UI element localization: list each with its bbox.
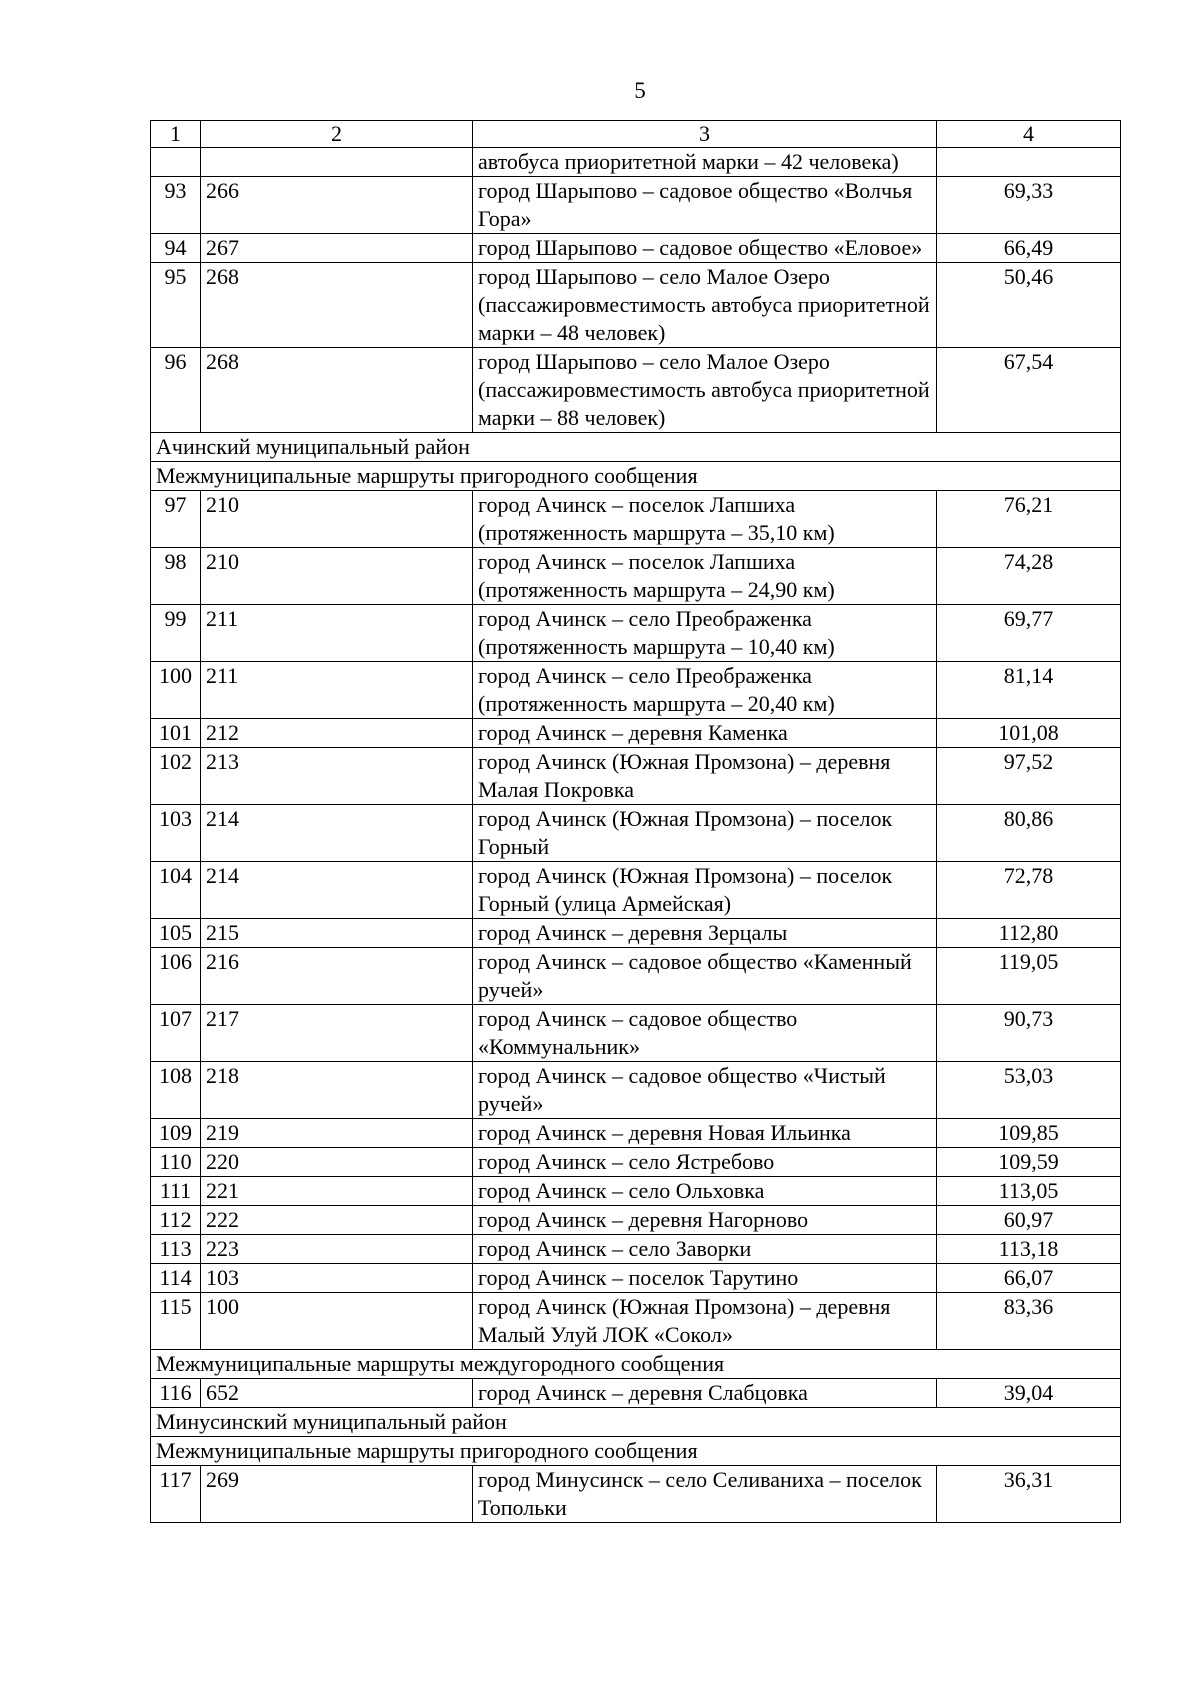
route-number: 220 (201, 1148, 473, 1177)
table-row (151, 1148, 1121, 1177)
route-number: 214 (201, 862, 473, 919)
route-name: город Ачинск – деревня Нагорново (473, 1206, 937, 1235)
table-row (151, 662, 1121, 719)
route-name: город Ачинск – деревня Зерцалы (473, 919, 937, 948)
route-number: 100 (201, 1293, 473, 1350)
tariff-value: 72,78 (937, 862, 1121, 919)
route-number: 219 (201, 1119, 473, 1148)
route-number: 211 (201, 605, 473, 662)
row-number: 98 (151, 548, 201, 605)
table-header (151, 121, 1121, 148)
route-number: 268 (201, 348, 473, 433)
tariff-value: 69,77 (937, 605, 1121, 662)
tariff-value: 113,18 (937, 1235, 1121, 1264)
table-row (151, 1062, 1121, 1119)
section-row (151, 1350, 1121, 1379)
table-row (151, 548, 1121, 605)
tariff-value: 39,04 (937, 1379, 1121, 1408)
route-number: 267 (201, 234, 473, 263)
route-name: город Ачинск (Южная Промзона) – поселок Горный (улица Армейская) (473, 862, 937, 919)
page-number: 5 (634, 78, 646, 103)
route-number: 212 (201, 719, 473, 748)
section-row (151, 462, 1121, 491)
tariff-value: 60,97 (937, 1206, 1121, 1235)
section-row (151, 1437, 1121, 1466)
table-row (151, 1293, 1121, 1350)
route-number: 218 (201, 1062, 473, 1119)
route-number: 215 (201, 919, 473, 948)
route-number: 266 (201, 177, 473, 234)
row-number: 109 (151, 1119, 201, 1148)
table-row (151, 1466, 1121, 1523)
table-row (151, 348, 1121, 433)
route-name: город Ачинск – садовое общество «Коммунальник» (473, 1005, 937, 1062)
route-name: город Ачинск – село Ястребово (473, 1148, 937, 1177)
route-name: город Шарыпово – садовое общество «Волчья Гора» (473, 177, 937, 234)
row-number: 102 (151, 748, 201, 805)
tariff-value: 66,07 (937, 1264, 1121, 1293)
table-row (151, 948, 1121, 1005)
row-number: 117 (151, 1466, 201, 1523)
row-number: 97 (151, 491, 201, 548)
row-number: 94 (151, 234, 201, 263)
row-number (151, 148, 201, 177)
header-col-3: 3 (473, 121, 937, 148)
table-row (151, 1379, 1121, 1408)
section-row (151, 433, 1121, 462)
route-number: 213 (201, 748, 473, 805)
row-number: 104 (151, 862, 201, 919)
route-number: 103 (201, 1264, 473, 1293)
route-name: город Ачинск – поселок Лапшиха (протяженность маршрута – 24,90 км) (473, 548, 937, 605)
tariff-value: 97,52 (937, 748, 1121, 805)
route-number: 221 (201, 1177, 473, 1206)
row-number: 108 (151, 1062, 201, 1119)
tariff-value: 109,85 (937, 1119, 1121, 1148)
header-col-4: 4 (937, 121, 1121, 148)
route-number: 223 (201, 1235, 473, 1264)
table-row (151, 719, 1121, 748)
route-name: автобуса приоритетной марки – 42 человека) (473, 148, 937, 177)
table-row (151, 1206, 1121, 1235)
row-number: 105 (151, 919, 201, 948)
route-name: город Ачинск – деревня Слабцовка (473, 1379, 937, 1408)
route-number: 214 (201, 805, 473, 862)
header-col-2: 2 (201, 121, 473, 148)
route-name: город Ачинск – садовое общество «Каменный ручей» (473, 948, 937, 1005)
route-number: 210 (201, 491, 473, 548)
route-name: город Шарыпово – село Малое Озеро (пассажировместимость автобуса приоритетной марки – 48 человек) (473, 263, 937, 348)
route-number: 216 (201, 948, 473, 1005)
section-title: Межмуниципальные маршруты пригородного сообщения (151, 1437, 1121, 1466)
table-row (151, 805, 1121, 862)
route-name: город Ачинск (Южная Промзона) – поселок Горный (473, 805, 937, 862)
row-number: 112 (151, 1206, 201, 1235)
table-row (151, 748, 1121, 805)
tariff-value: 67,54 (937, 348, 1121, 433)
route-name: город Ачинск – село Преображенка (протяженность маршрута – 20,40 км) (473, 662, 937, 719)
section-row (151, 1408, 1121, 1437)
header-row (151, 121, 1121, 148)
route-name: город Ачинск – садовое общество «Чистый ручей» (473, 1062, 937, 1119)
route-name: город Ачинск – поселок Тарутино (473, 1264, 937, 1293)
row-number: 95 (151, 263, 201, 348)
tariff-value: 81,14 (937, 662, 1121, 719)
route-number (201, 148, 473, 177)
table-row (151, 234, 1121, 263)
table-row (151, 1235, 1121, 1264)
route-number: 210 (201, 548, 473, 605)
tariff-value: 80,86 (937, 805, 1121, 862)
route-name: город Ачинск – поселок Лапшиха (протяженность маршрута – 35,10 км) (473, 491, 937, 548)
route-number: 211 (201, 662, 473, 719)
route-name: город Ачинск – деревня Новая Ильинка (473, 1119, 937, 1148)
row-number: 113 (151, 1235, 201, 1264)
route-name: город Ачинск – село Преображенка (протяженность маршрута – 10,40 км) (473, 605, 937, 662)
row-number: 96 (151, 348, 201, 433)
section-title: Минусинский муниципальный район (151, 1408, 1121, 1437)
table-row (151, 1177, 1121, 1206)
table-body (151, 148, 1121, 1523)
route-name: город Ачинск – село Ольховка (473, 1177, 937, 1206)
row-number: 115 (151, 1293, 201, 1350)
table-row (151, 148, 1121, 177)
route-name: город Ачинск – село Заворки (473, 1235, 937, 1264)
route-number: 217 (201, 1005, 473, 1062)
tariff-value: 90,73 (937, 1005, 1121, 1062)
row-number: 93 (151, 177, 201, 234)
row-number: 111 (151, 1177, 201, 1206)
row-number: 103 (151, 805, 201, 862)
row-number: 99 (151, 605, 201, 662)
row-number: 114 (151, 1264, 201, 1293)
table-row (151, 605, 1121, 662)
route-name: город Ачинск – деревня Каменка (473, 719, 937, 748)
header-col-1: 1 (151, 121, 201, 148)
route-number: 268 (201, 263, 473, 348)
section-title: Межмуниципальные маршруты пригородного сообщения (151, 462, 1121, 491)
table-row (151, 491, 1121, 548)
row-number: 106 (151, 948, 201, 1005)
tariff-value: 36,31 (937, 1466, 1121, 1523)
tariff-value: 66,49 (937, 234, 1121, 263)
tariff-value: 83,36 (937, 1293, 1121, 1350)
table-row (151, 177, 1121, 234)
table-row (151, 1119, 1121, 1148)
tariff-value (937, 148, 1121, 177)
tariff-value: 112,80 (937, 919, 1121, 948)
row-number: 110 (151, 1148, 201, 1177)
tariff-table (150, 120, 1121, 1523)
route-name: город Минусинск – село Селиваниха – поселок Топольки (473, 1466, 937, 1523)
route-name: город Шарыпово – садовое общество «Еловое» (473, 234, 937, 263)
row-number: 101 (151, 719, 201, 748)
table-row (151, 263, 1121, 348)
tariff-value: 119,05 (937, 948, 1121, 1005)
route-number: 652 (201, 1379, 473, 1408)
tariff-value: 109,59 (937, 1148, 1121, 1177)
tariff-value: 101,08 (937, 719, 1121, 748)
route-number: 222 (201, 1206, 473, 1235)
route-name: город Ачинск (Южная Промзона) – деревня Малая Покровка (473, 748, 937, 805)
tariff-value: 50,46 (937, 263, 1121, 348)
tariff-value: 76,21 (937, 491, 1121, 548)
table-row (151, 1264, 1121, 1293)
route-name: город Ачинск (Южная Промзона) – деревня Малый Улуй ЛОК «Сокол» (473, 1293, 937, 1350)
section-title: Ачинский муниципальный район (151, 433, 1121, 462)
route-number: 269 (201, 1466, 473, 1523)
table-row (151, 1005, 1121, 1062)
section-title: Межмуниципальные маршруты междугородного сообщения (151, 1350, 1121, 1379)
route-name: город Шарыпово – село Малое Озеро (пассажировместимость автобуса приоритетной марки – 88 человек) (473, 348, 937, 433)
tariff-value: 69,33 (937, 177, 1121, 234)
row-number: 100 (151, 662, 201, 719)
table-row (151, 862, 1121, 919)
row-number: 107 (151, 1005, 201, 1062)
row-number: 116 (151, 1379, 201, 1408)
tariff-value: 113,05 (937, 1177, 1121, 1206)
tariff-value: 53,03 (937, 1062, 1121, 1119)
table-row (151, 919, 1121, 948)
tariff-value: 74,28 (937, 548, 1121, 605)
